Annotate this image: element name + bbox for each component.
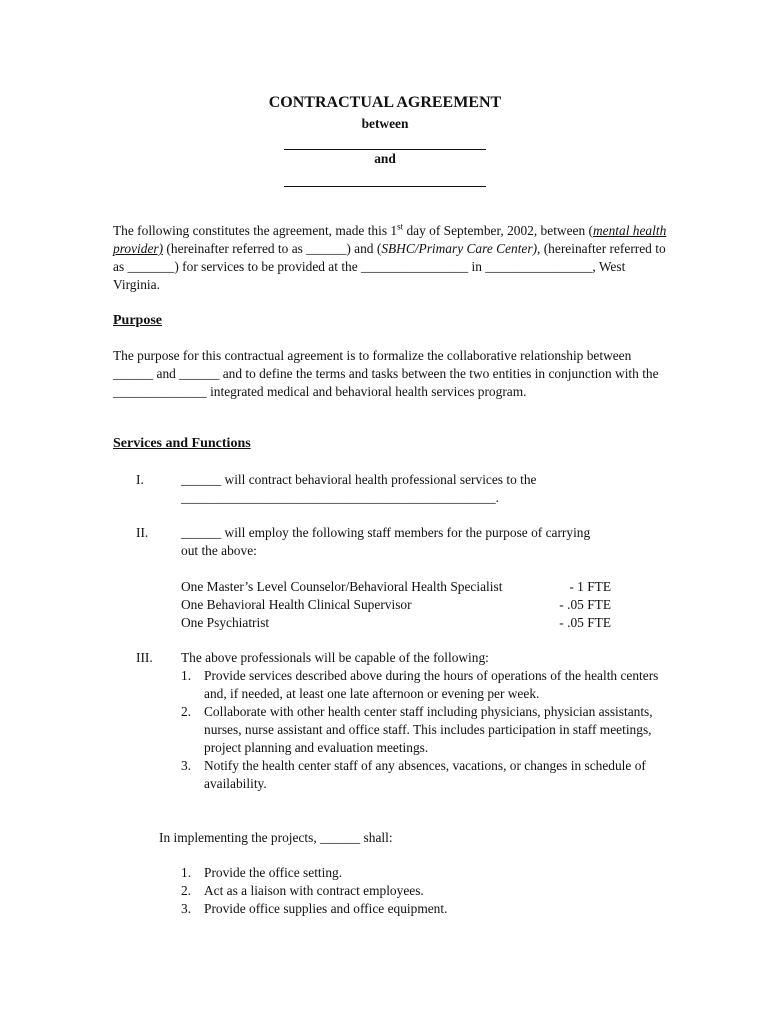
staff-role: One Psychiatrist: [181, 615, 270, 630]
list-item: [181, 900, 661, 918]
list-number: 2.: [181, 883, 192, 898]
list-text: Act as a liaison with contract employees.: [204, 883, 424, 898]
list-number: 1.: [181, 865, 192, 880]
item-line: ______ will employ the following staff members for the purpose of carrying: [181, 525, 591, 540]
between-label: between: [361, 116, 409, 131]
intro-paragraph: [113, 222, 673, 294]
staff-fte: - 1 FTE: [569, 579, 611, 594]
staff-row: [181, 614, 611, 632]
intro-paren: (: [588, 223, 593, 238]
intro-text-5: ________________ in ________________, West Virginia.: [113, 259, 626, 292]
item-number: III.: [136, 650, 153, 665]
item-line: The above professionals will be capable of the following:: [181, 650, 489, 665]
list-number: 2.: [181, 704, 192, 719]
list-item: [181, 667, 661, 703]
staff-row: [181, 596, 611, 614]
list-text: Collaborate with other health center staff including physicians, physician assistants, nurses, nurse assistant and office staff. This includes participation in staff meetings, project planning and evaluation meetings.: [204, 704, 653, 755]
list-number: 3.: [181, 901, 192, 916]
staff-list: [181, 578, 611, 632]
party-two-blank-line: [284, 186, 486, 187]
intro-text-3: (hereinafter referred to as ______) and (: [163, 241, 382, 256]
purpose-heading: Purpose: [113, 313, 162, 328]
list-text: Provide office supplies and office equipment.: [204, 901, 448, 916]
implementing-line: In implementing the projects, ______ shall:: [159, 830, 393, 845]
list-number: 3.: [181, 758, 192, 773]
item-number: I.: [136, 472, 144, 487]
item-line: _______________________________________________.: [181, 490, 500, 505]
list-text: Provide the office setting.: [204, 865, 343, 880]
item-line: ______ will contract behavioral health professional services to the: [181, 472, 537, 487]
capabilities-list: [181, 667, 661, 793]
purpose-paragraph: [113, 347, 673, 401]
item-number: II.: [136, 525, 149, 540]
staff-row: [181, 578, 611, 596]
sbhc-placeholder: SBHC/Primary Care Center),: [381, 241, 541, 256]
list-item: [181, 757, 661, 793]
intro-text-4: (hereinafter referred to as _______) for services to be provided at the: [113, 241, 666, 274]
item-line: out the above:: [181, 543, 257, 558]
intro-text-1: The following constitutes the agreement, made this 1: [113, 223, 398, 238]
list-number: 1.: [181, 668, 192, 683]
staff-role: One Behavioral Health Clinical Supervisor: [181, 597, 412, 612]
document-title: CONTRACTUAL AGREEMENT: [268, 94, 502, 111]
list-item: [181, 864, 661, 882]
services-heading: Services and Functions: [113, 436, 251, 451]
staff-fte: - .05 FTE: [559, 615, 611, 630]
intro-text-2: day of September, 2002, between: [403, 223, 586, 238]
and-label: and: [374, 151, 396, 166]
list-text: Notify the health center staff of any absences, vacations, or changes in schedule of availability.: [204, 758, 646, 791]
list-text: Provide services described above during the hours of operations of the health centers and, if needed, at least one late afternoon or evening per week.: [204, 668, 659, 701]
purpose-text: The purpose for this contractual agreement is to formalize the collaborative relationship between ______ and ______ and to define the terms and tasks between the two entities in conjunction with the ______________ integrated medical and behavioral health services program.: [113, 348, 659, 399]
list-item: [181, 882, 661, 900]
list-item: [181, 703, 661, 757]
shall-list: [181, 864, 661, 918]
staff-role: One Master’s Level Counselor/Behavioral Health Specialist: [181, 579, 503, 594]
intro-superscript: st: [397, 221, 404, 232]
provider-placeholder: mental health provider): [113, 223, 667, 256]
staff-fte: - .05 FTE: [559, 597, 611, 612]
